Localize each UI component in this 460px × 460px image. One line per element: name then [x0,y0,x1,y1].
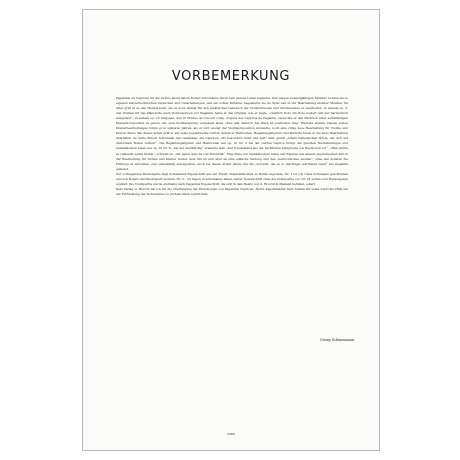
preface-paragraph-1: Paganinis 24 Capricen für die Violine allein haben Robert Schumanns durch sein ganzes Leben begleitet. Den jungen zwanzigjährigen Musiker lockten sie zu eigenen klaviertechnischen Versuchen und Umarbeitungen, und ein echter Künstler begeisterte sie im Spiel und in der Bearbeitung anderer Musiker. Im Alter griff er zu den Meisterwerk, um es noch einmal für den praktischen Gebrauch der Violinvirtuosen und Studierenden zu bearbeiten. In seinem op. 3, den Studien für das Pianoforte nach Violincapricen von Paganini, hatte er das Original, wie er sagte, „ziemlich Note um Note kopiert und nur harmonisch ausgebaut“; in seinem op. 10 hingegen, den VI Etudes de Concert comp. d’après des Caprices de Paganini, versuchte er den Eindruck einer selbständigen Klavierkomposition zu geben, die „den Violinursprung vergessen lasse, ohne daß dadurch das Werk an poetischer Idee“ Einbuße erleide. Diesen ersten Klavierbearbeitungen folgte er in späteren Jahren, als er sich wieder der Violinkomposition zuwandte, noch eine völlig neue Bearbeitung für Violine und Klavier hinzu. Bei dieser Arbeit griff er auf seine Jugendwerke zurück, indem er Harmonien, Begleitungsfiguren und ähnliche Ideen in die neue Bearbeitung übernahm. So hatte Robert Schumann den Gedanken, die Capricen „für besondere nicht und zart“ hält, gleich „einem italienischen Strom, der sich auf deutschem Boden verliert“. Die Begleitungsfiguren und Harmonien aus op. 10 Nr. 2 bei der vierten Caprice bringt der gleichen Nachahmungen und musikalischen Ideen wie op. 10 Nr. 6, „bei der Ausführung“ erkannte man „Der Tonumstand aus der berühmten Symphonie von Beethoven vor“. „Man würde es vielleicht selbst finden“, schreibt er, „der ganze Satz ist voll Romantik“. Eine Fülle von musikalischen Ideen und Figuren aus seinem Jugendwerken lebt in der Bearbeitung für Violine und Klavier weiter. Sein Stil ist sich aber an eine einfache Setzung und den „harmonischen Ausbau“, ohne den Solisten die Führung zu entreißen oder selbständig einzugreifen. Auch bei dieser Arbeit leitete ihn die „Vorsicht, die es so mächtiger wartheten Geist“ wie Paganini gebietet. [116,96,348,171]
preface-paragraph-3: Dem Verlag G. Ricordi bin ich für die Überlassung der Photokopien von Paganinis Capricen, Herrn Kapellmeister Kurt Soldan für seine wertvolle Hilfe bei der Feststellung des Notentextes zu großem Dank verpflichtet. [116,186,348,196]
score-preface-page [82,9,380,451]
author-signature: Georg Schünemann [319,338,354,342]
page-number: 2489 [227,432,235,436]
page-title: VORBEMERKUNG [171,69,291,84]
preface-paragraph-2: Der vorliegenden Herausgabe liegt Schumanns Eigenschrift aus der Preuß. Staatsbibliothek zu Berlin zugrunde. Nr. 1 ist von Clara Schumann geschrieben und von Robert durchkorrigiert worden, Nr. 2 – 23 liegen in Schumanns feiner, zarter Notenschrift ohne die Violinpartie vor. Nr. 24 wurde vom Herausgeber ergänzt. Die Violinpartie wurde erstmalig nach Paganinis Eigenschrift, die sich in dem Besitz von G. Ricordi in Mailand befindet, ediert. [116,171,348,186]
preface-body [116,96,348,197]
